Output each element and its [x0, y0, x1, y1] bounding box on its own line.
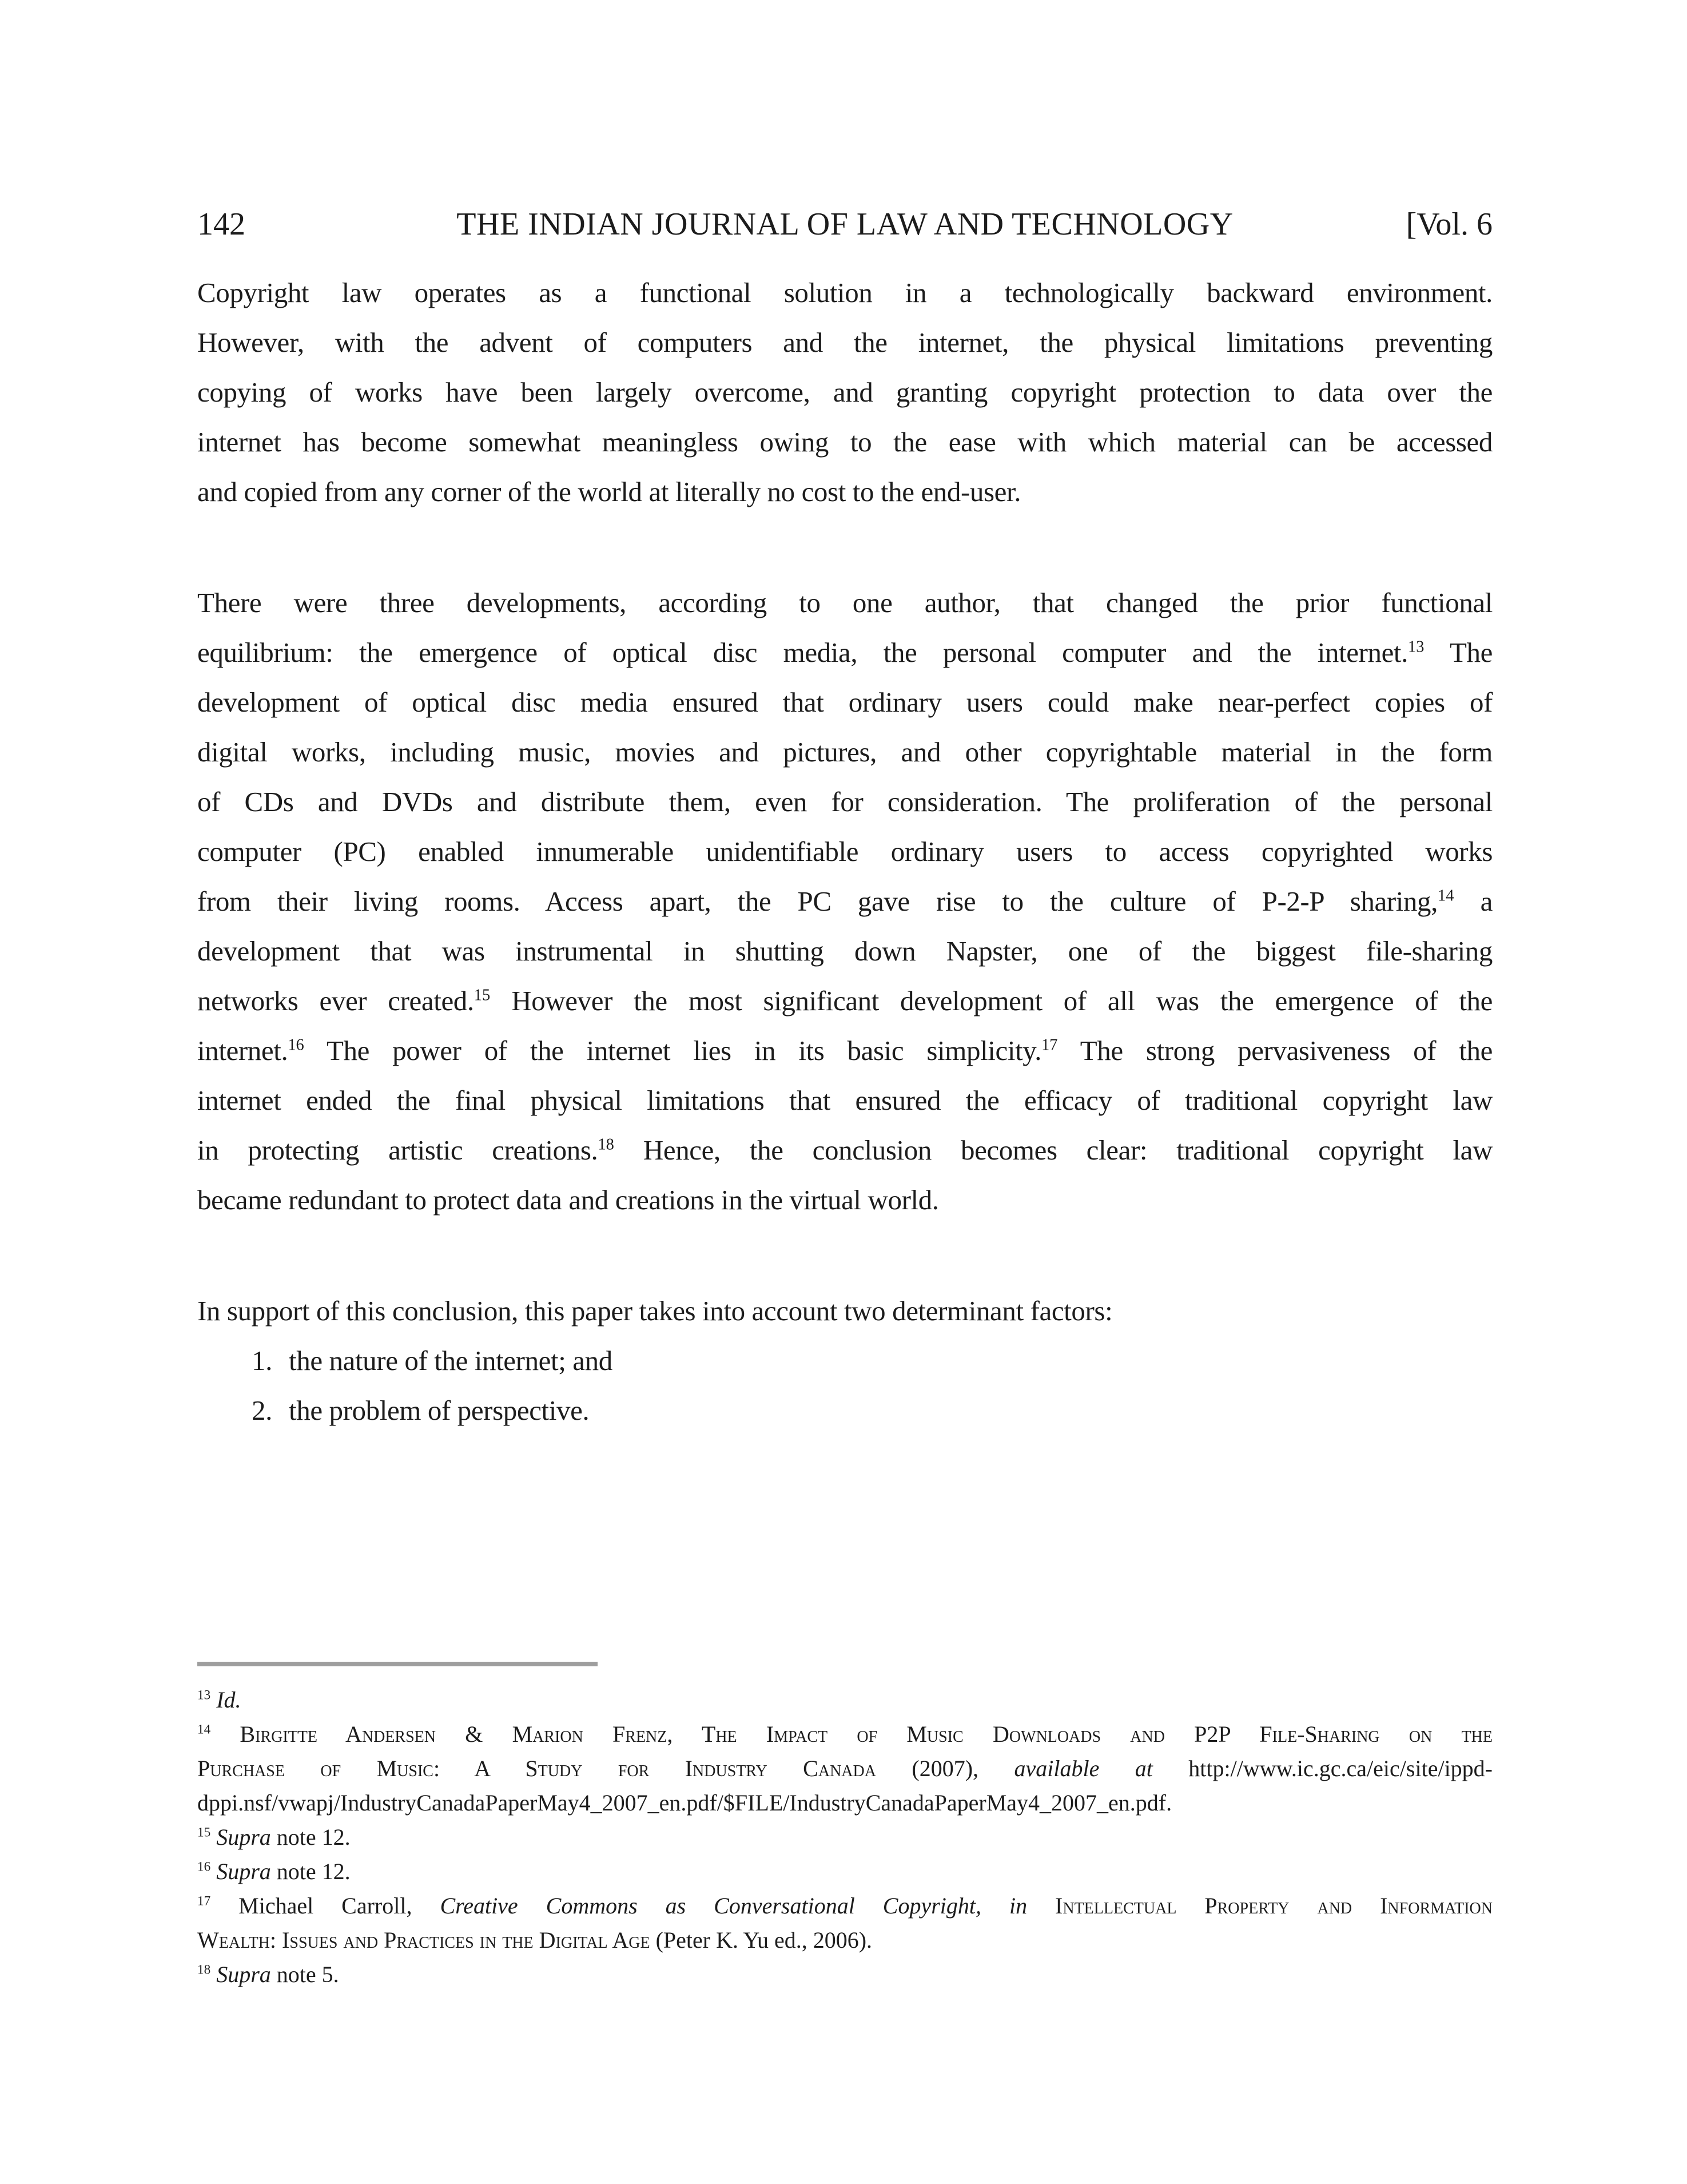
footnote-marker: 14 — [1438, 887, 1454, 905]
footnote-text: Creative Commons as Conversational Copyright, in — [440, 1893, 1028, 1919]
footnote-text: Intellectual Property and Information — [1027, 1893, 1493, 1919]
page-number: 142 — [197, 207, 245, 242]
footnote-line — [197, 1683, 1493, 1717]
footnote-line — [197, 1957, 1493, 1992]
list-number: 1. — [252, 1345, 272, 1376]
body-line: became redundant to protect data and creations in the virtual world. — [197, 1184, 939, 1216]
body-text — [197, 268, 1493, 1435]
footnote-text: Supra — [216, 1961, 271, 1987]
footnote-number: 14 — [197, 1722, 211, 1737]
footnote-marker: 16 — [288, 1036, 304, 1054]
footnote-separator — [197, 1662, 598, 1666]
body-line: from their living rooms. Access apart, the PC gave rise to the culture of P-2-P sharing,$^{14}$ a — [197, 885, 1493, 917]
footnote-text: Michael Carroll, — [238, 1893, 440, 1919]
footnote-text: Supra — [216, 1824, 271, 1850]
footnote-text: Wealth: Issues and Practices in the Digital Age — [197, 1927, 650, 1953]
footnote-line — [197, 1820, 1493, 1855]
journal-title: THE INDIAN JOURNAL OF LAW AND TECHNOLOGY — [456, 207, 1234, 242]
list-number: 2. — [252, 1395, 272, 1426]
footnote-text: Supra — [216, 1859, 271, 1884]
body-line: networks ever created.$^{15}$ However the most significant development of all was the emergence of the — [197, 985, 1493, 1016]
footnote-url: dppi.nsf/vwapj/IndustryCanadaPaperMay4_2007_en.pdf/$FILE/IndustryCanadaPaperMay4_2007_en.pdf. — [197, 1790, 1172, 1816]
footnote-text: note 12. — [270, 1824, 351, 1850]
footnote-line — [197, 1855, 1493, 1889]
footnote-line — [197, 1786, 1493, 1820]
body-line: development of optical disc media ensured that ordinary users could make near-perfect copies of — [197, 686, 1493, 718]
body-line: internet ended the final physical limitations that ensured the efficacy of traditional copyright law — [197, 1085, 1493, 1116]
body-line: computer (PC) enabled innumerable unidentifiable ordinary users to access copyrighted works — [197, 836, 1493, 867]
list-text: the nature of the internet; and — [289, 1345, 612, 1376]
footnote-line — [197, 1923, 1493, 1957]
body-line: equilibrium: the emergence of optical disc media, the personal computer and the internet.$^{13}$ The — [197, 637, 1493, 668]
body-line: in protecting artistic creations.$^{18}$ Hence, the conclusion becomes clear: traditional copyright law — [197, 1134, 1493, 1166]
footnote-number: 18 — [197, 1962, 211, 1977]
footnote-line — [197, 1889, 1493, 1923]
running-header — [197, 201, 1493, 247]
body-line: copying of works have been largely overcome, and granting copyright protection to data over the — [197, 376, 1493, 408]
body-line: In support of this conclusion, this paper takes into account two determinant factors: — [197, 1295, 1113, 1327]
body-line: digital works, including music, movies and pictures, and other copyrightable material in the form — [197, 736, 1493, 768]
body-line: and copied from any corner of the world at literally no cost to the end-user. — [197, 476, 1021, 507]
footnote-line — [197, 1752, 1493, 1786]
footnote-text: Id. — [216, 1687, 241, 1713]
footnote-text: note 12. — [270, 1859, 351, 1884]
body-line: However, with the advent of computers and the internet, the physical limitations preventing — [197, 327, 1493, 358]
body-line: internet has become somewhat meaningless owing to the ease with which material can be accessed — [197, 426, 1493, 458]
footnote-number: 13 — [197, 1687, 211, 1703]
footnote-text: Birgitte Andersen & Marion Frenz, The Impact of Music Downloads and P2P File-Sharing on the — [240, 1721, 1493, 1747]
paragraph — [197, 268, 1493, 517]
footnote-text: available at — [1014, 1756, 1153, 1781]
footnote-number: 15 — [197, 1825, 211, 1840]
list-text: the problem of perspective. — [289, 1395, 590, 1426]
footnote-line — [197, 1717, 1493, 1752]
footnote-marker: 17 — [1041, 1036, 1058, 1054]
footnote-marker: 18 — [598, 1135, 614, 1154]
list-item — [197, 1385, 1493, 1435]
footnote-text: Purchase of Music: A Study for Industry Canada (2007), — [197, 1756, 1014, 1781]
paragraph — [197, 1286, 1493, 1336]
footnote-marker: 15 — [474, 986, 491, 1004]
body-line: internet.$^{16}$ The power of the internet lies in its basic simplicity.$^{17}$ The strong pervasiveness of the — [197, 1035, 1493, 1066]
footnote-text: note 5. — [270, 1961, 339, 1987]
footnotes-section — [197, 1683, 1493, 1992]
footnote-number: 17 — [197, 1893, 211, 1909]
list-item — [197, 1336, 1493, 1385]
paragraph — [197, 578, 1493, 1225]
determinant-factors-list — [197, 1336, 1493, 1435]
footnote-number: 16 — [197, 1859, 211, 1875]
volume-label: [Vol. 6 — [1406, 207, 1493, 242]
footnote-url: http://www.ic.gc.ca/eic/site/ippd- — [1152, 1756, 1493, 1781]
footnote-marker: 13 — [1408, 638, 1425, 656]
footnote-text: (Peter K. Yu ed., 2006). — [650, 1927, 873, 1953]
body-line: Copyright law operates as a functional solution in a technologically backward environment. — [197, 277, 1493, 308]
body-line: development that was instrumental in shutting down Napster, one of the biggest file-sharing — [197, 935, 1493, 967]
body-line: of CDs and DVDs and distribute them, even for consideration. The proliferation of the personal — [197, 786, 1493, 817]
body-line: There were three developments, according to one author, that changed the prior functional — [197, 587, 1493, 618]
